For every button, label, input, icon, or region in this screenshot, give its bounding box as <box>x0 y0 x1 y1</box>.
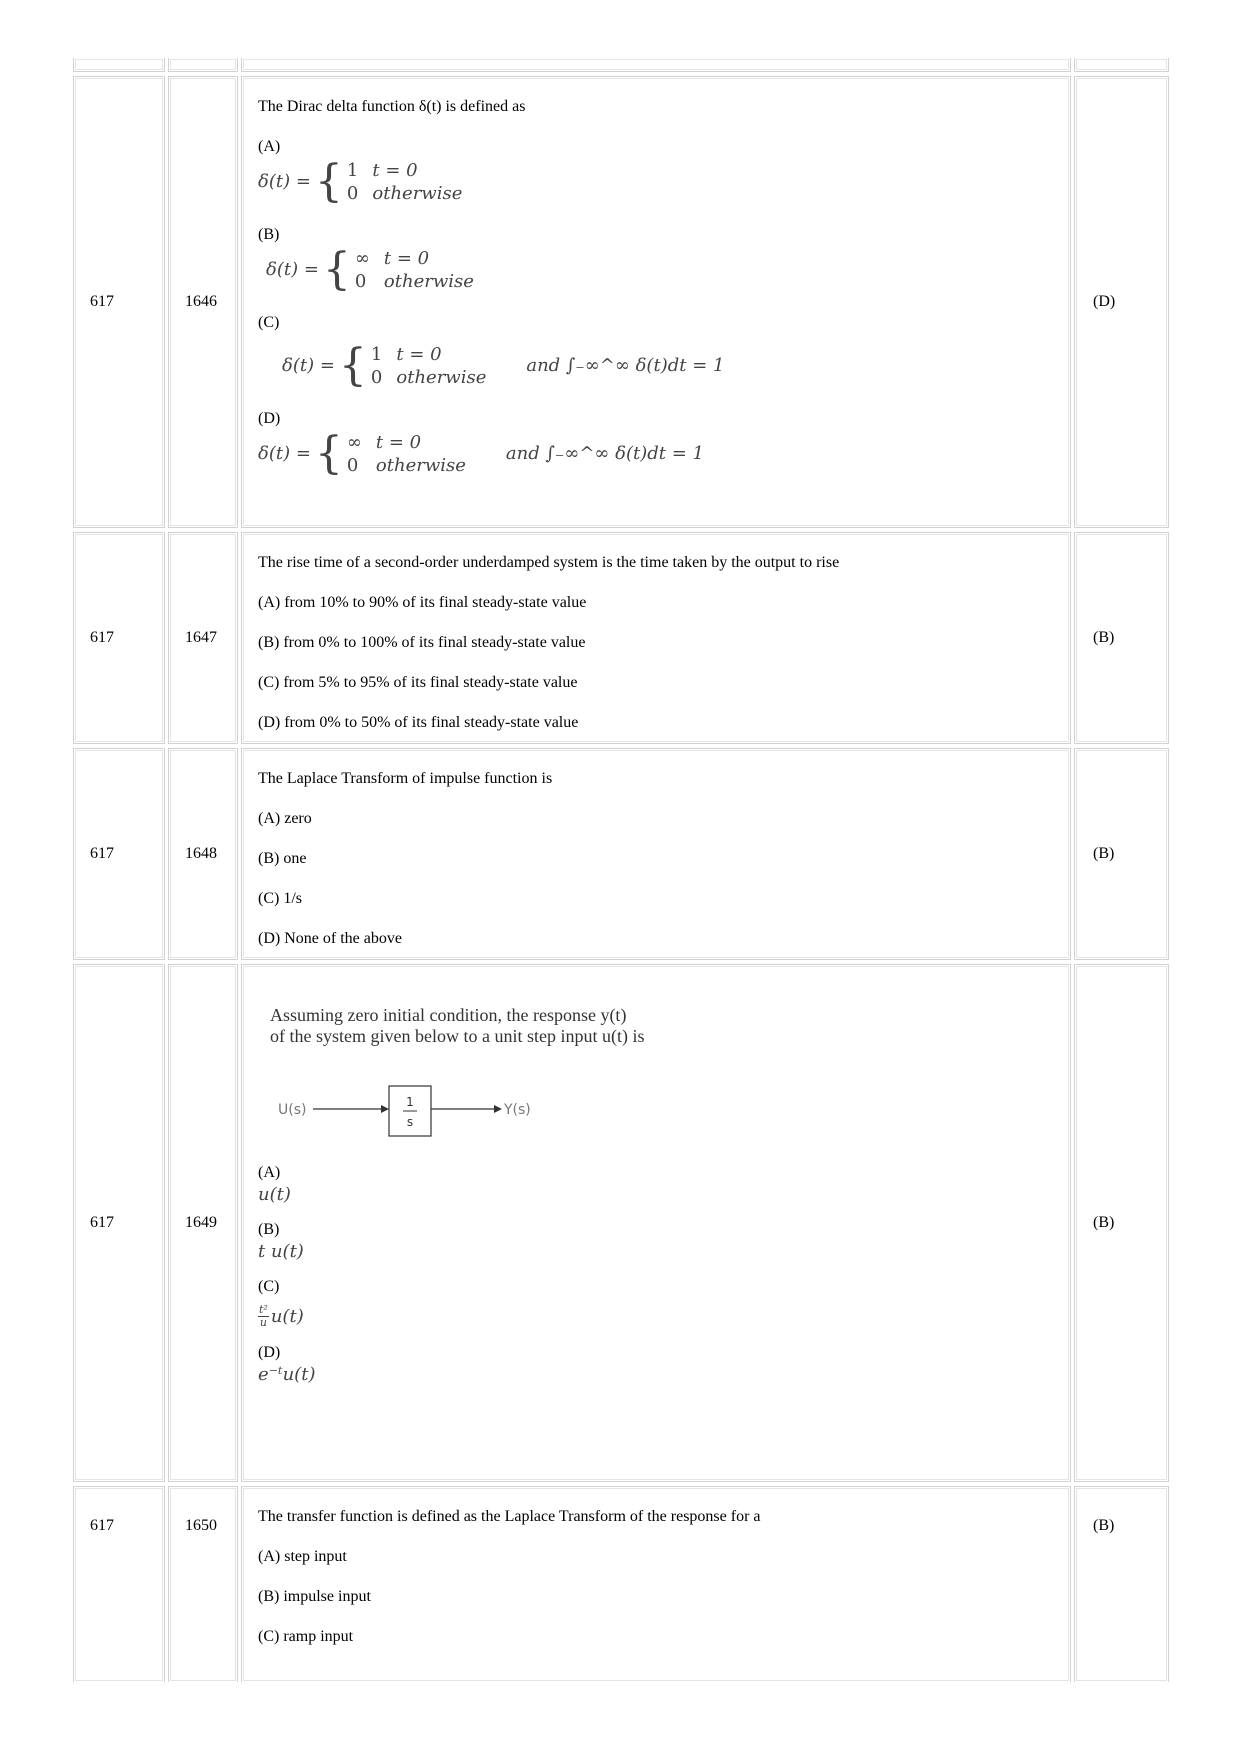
answer: (B) <box>1074 748 1169 960</box>
question-number: 1647 <box>168 532 238 744</box>
table-row <box>73 748 1169 960</box>
option-c: (C) t² u u(t) <box>258 1278 304 1329</box>
question-cell <box>241 532 1071 744</box>
subject-code: 617 <box>73 1486 165 1682</box>
question-text: The Dirac delta function δ(t) is defined as <box>258 98 526 115</box>
question-number: 1646 <box>168 76 238 528</box>
option-a: (A) δ(t) = { 1 t = 0 0 otherwise <box>258 138 463 207</box>
option-b: (B) t u(t) <box>258 1221 304 1262</box>
question-text: The transfer function is defined as the Laplace Transform of the response for a <box>258 1508 761 1525</box>
question-text: The Laplace Transform of impulse function is <box>258 770 553 787</box>
svg-text:s: s <box>406 1115 414 1129</box>
question-cell <box>241 964 1071 1482</box>
option-a: (A) zero <box>258 810 312 827</box>
subject-code: 617 <box>73 532 165 744</box>
block-diagram <box>266 1073 566 1143</box>
option-d: (D) δ(t) = { ∞ t = 0 0 otherwise and ∫₋∞^∞ δ(t)dt = 1 <box>258 410 704 479</box>
question-cell <box>241 76 1071 528</box>
option-b: (B) one <box>258 850 307 867</box>
option-b: (B) δ(t) = { ∞ t = 0 0 otherwise <box>258 226 474 295</box>
option-a: (A) u(t) <box>258 1164 291 1205</box>
option-d: (D) from 0% to 50% of its final steady-state value <box>258 714 579 731</box>
question-number: 1649 <box>168 964 238 1482</box>
answer: (D) <box>1074 76 1169 528</box>
answer: (B) <box>1074 1486 1169 1682</box>
table-row <box>73 532 1169 744</box>
subject-code: 617 <box>73 76 165 528</box>
option-d: (D) None of the above <box>258 930 402 947</box>
option-b: (B) from 0% to 100% of its final steady-state value <box>258 634 586 651</box>
question-cell <box>241 748 1071 960</box>
diagram-input-label: U(s) <box>278 1102 307 1118</box>
option-c: (C) ramp input <box>258 1628 354 1645</box>
question-text: The rise time of a second-order underdamped system is the time taken by the output to rise <box>258 554 840 571</box>
subject-code: 617 <box>73 964 165 1482</box>
table-row <box>73 1486 1169 1682</box>
answer: (B) <box>1074 532 1169 744</box>
option-b: (B) impulse input <box>258 1588 371 1605</box>
answer: (B) <box>1074 964 1169 1482</box>
option-a: (A) from 10% to 90% of its final steady-state value <box>258 594 587 611</box>
table-row <box>73 76 1169 528</box>
option-c: (C) 1/s <box>258 890 302 907</box>
option-a: (A) step input <box>258 1548 347 1565</box>
option-c: (C) δ(t) = { 1 t = 0 0 otherwise and ∫₋∞^∞ δ(t)dt = 1 <box>258 314 725 391</box>
option-c: (C) from 5% to 95% of its final steady-state value <box>258 674 578 691</box>
question-cell <box>241 1486 1071 1682</box>
question-text: Assuming zero initial condition, the response y(t) of the system given below to a unit step input u(t) is <box>270 1005 645 1046</box>
question-number: 1648 <box>168 748 238 960</box>
option-d: (D) e⁻ᵗu(t) <box>258 1344 316 1385</box>
svg-text:1: 1 <box>406 1095 414 1109</box>
table-row-partial <box>73 58 1169 72</box>
table-row <box>73 964 1169 1482</box>
question-number: 1650 <box>168 1486 238 1682</box>
diagram-output-label: Y(s) <box>504 1102 531 1118</box>
question-table <box>73 58 1169 1686</box>
subject-code: 617 <box>73 748 165 960</box>
